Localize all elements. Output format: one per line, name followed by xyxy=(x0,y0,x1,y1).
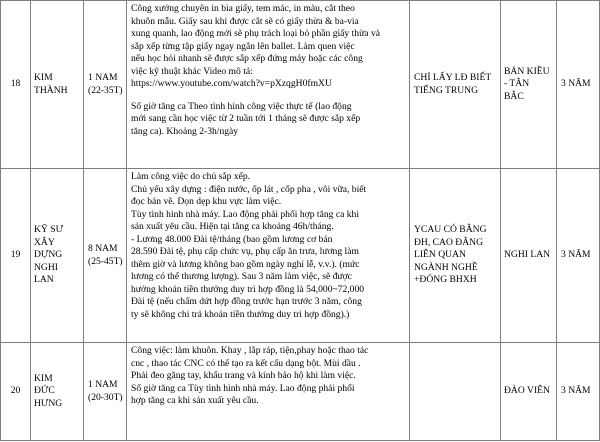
table-row xyxy=(1,1,600,169)
job-title: KIM ĐỨC HƯNG xyxy=(31,343,84,441)
job-description xyxy=(127,169,410,343)
work-location: BẢN KIỀU - TÂN BẮC xyxy=(501,1,557,169)
table-row xyxy=(1,169,600,343)
age-requirement: 1 NAM (22-35T) xyxy=(84,1,127,169)
job-description xyxy=(127,343,410,441)
special-requirement: CHỈ LẤY LĐ BIẾT TIẾNG TRUNG xyxy=(410,1,501,169)
row-number: 19 xyxy=(1,169,31,343)
description-paragraph: Công việc: làm khuôn. Khay , lắp ráp, tiện,phay hoặc thao tác cnc , thao tác CNC có thể tạo ra kết cấu dạng bột. Mùi dầu . Phải đeo găng tay, khẩu trang và kính bảo hộ khi làm việc. Số giờ tăng ca Tùy tình hình nhà máy. Lao động phải phối hợp tăng ca khi sản xuất yêu cầu. xyxy=(131,345,369,406)
row-number: 18 xyxy=(1,1,31,169)
special-requirement: YCAU CÓ BẰNG ĐH, CAO ĐẲNG LIÊN QUAN NGÀNH NGHỀ +ĐÓNG BHXH xyxy=(410,169,501,343)
contract-term: 3 NĂM xyxy=(557,343,600,441)
job-description xyxy=(127,1,410,169)
row-number: 20 xyxy=(1,343,31,441)
work-location: NGHI LAN xyxy=(501,169,557,343)
description-paragraph: Làm công việc do chủ sắp xếp. Chủ yếu xây dựng : điện nước, ốp lát , cốp pha , vôi vữa, biết đọc bản vẽ. Dọn dẹp khu vực làm việc. Tùy tình hình nhà máy. Lao động phải phối hợp tăng ca khi sản xuất yêu cầu. Hiện tại tăng ca khoảng 46h/tháng. - Lương 48.000 Đài tệ/tháng (bao gồm lương cơ bản 28.590 Đài tệ, phụ cấp chức vụ, phụ cấp ăn trưa, lương làm thêm giờ và lương không bao gồm ngày nghỉ lễ, v.v.). (mức lương có thể thương lượng). Sau 3 năm làm việc, sẽ được hưởng khoản tiền thưởng duy trì hợp đồng là 54,000~72,000 Đài tệ (nếu chấm dứt hợp đồng trước hạn trước 3 năm, công ty sẽ không chi trả khoản tiền thưởng duy trì hợp đồng).) xyxy=(131,171,367,320)
job-title: KIM THÀNH xyxy=(31,1,84,169)
job-title: KỸ SƯ XÂY DỰNG NGHI LAN xyxy=(31,169,84,343)
contract-term: 3 NĂM xyxy=(557,169,600,343)
age-requirement: 1 NAM (20-30T) xyxy=(84,343,127,441)
age-requirement: 8 NAM (25-45T) xyxy=(84,169,127,343)
description-paragraph: Công xưởng chuyên in bìa giấy, tem mác, in màu, cắt theo khuôn mẫu. Giấy sau khi được cắt sẽ có giấy thừa & ba-via xung quanh, lao động mới sẽ phụ trách loại bỏ phần giấy thừa và sắp xếp từng tập giấy ngay ngắn lên ballet. Làm quen việc nếu học hỏi nhanh sẽ được sắp xếp đứng máy hoặc các công việc kỹ thuật khác Video mô tả: https://www.youtube.com/watch?v=pXzqgH0fmXU xyxy=(131,3,380,89)
special-requirement xyxy=(410,343,501,441)
description-paragraph: Số giờ tăng ca Theo tình hình công việc thực tế (lao động mới sang cần học việc từ 2 tuần tới 1 tháng sẽ được sắp xếp tăng ca). Khoảng 2-3h/ngày xyxy=(131,100,361,137)
work-location: ĐÀO VIÊN xyxy=(501,343,557,441)
table-row xyxy=(1,343,600,441)
contract-term: 3 NĂM xyxy=(557,1,600,169)
